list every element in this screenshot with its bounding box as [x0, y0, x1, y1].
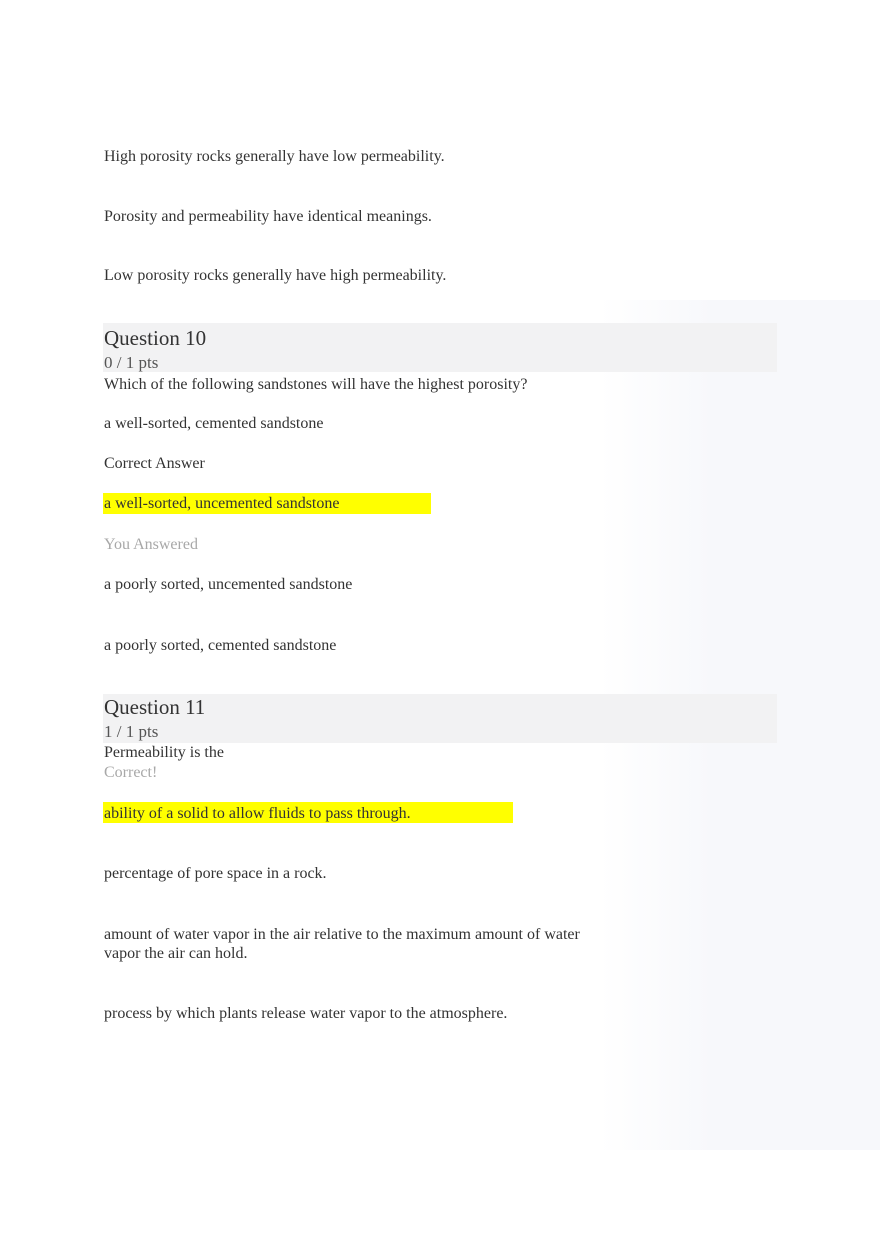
- question-11-title: Question 11: [104, 695, 206, 719]
- answer-option[interactable]: High porosity rocks generally have low permeability.: [104, 148, 445, 165]
- correct-answer-label: Correct Answer: [104, 455, 205, 472]
- question-10-title: Question 10: [104, 326, 207, 350]
- answer-option-line-1[interactable]: amount of water vapor in the air relative to the maximum amount of water: [104, 926, 580, 943]
- you-answered-label: You Answered: [104, 536, 198, 553]
- answer-option-selected[interactable]: a poorly sorted, uncemented sandstone: [104, 576, 353, 593]
- correct-label: Correct!: [104, 764, 158, 781]
- answer-option-line-2[interactable]: vapor the air can hold.: [104, 945, 248, 962]
- answer-option[interactable]: a poorly sorted, cemented sandstone: [104, 637, 337, 654]
- answer-option[interactable]: percentage of pore space in a rock.: [104, 865, 327, 882]
- question-11-points: 1 / 1 pts: [104, 722, 159, 741]
- answer-option[interactable]: process by which plants release water vapor to the atmosphere.: [104, 1005, 508, 1022]
- question-10-prompt: Which of the following sandstones will have the highest porosity?: [104, 376, 528, 393]
- answer-option[interactable]: Low porosity rocks generally have high permeability.: [104, 267, 447, 284]
- answer-option-correct[interactable]: a well-sorted, uncemented sandstone: [104, 495, 340, 512]
- question-11-prompt: Permeability is the: [104, 744, 224, 761]
- answer-option-correct[interactable]: ability of a solid to allow fluids to pass through.: [104, 805, 411, 822]
- question-10-points: 0 / 1 pts: [104, 353, 159, 372]
- answer-option[interactable]: a well-sorted, cemented sandstone: [104, 415, 324, 432]
- answer-option[interactable]: Porosity and permeability have identical meanings.: [104, 208, 432, 225]
